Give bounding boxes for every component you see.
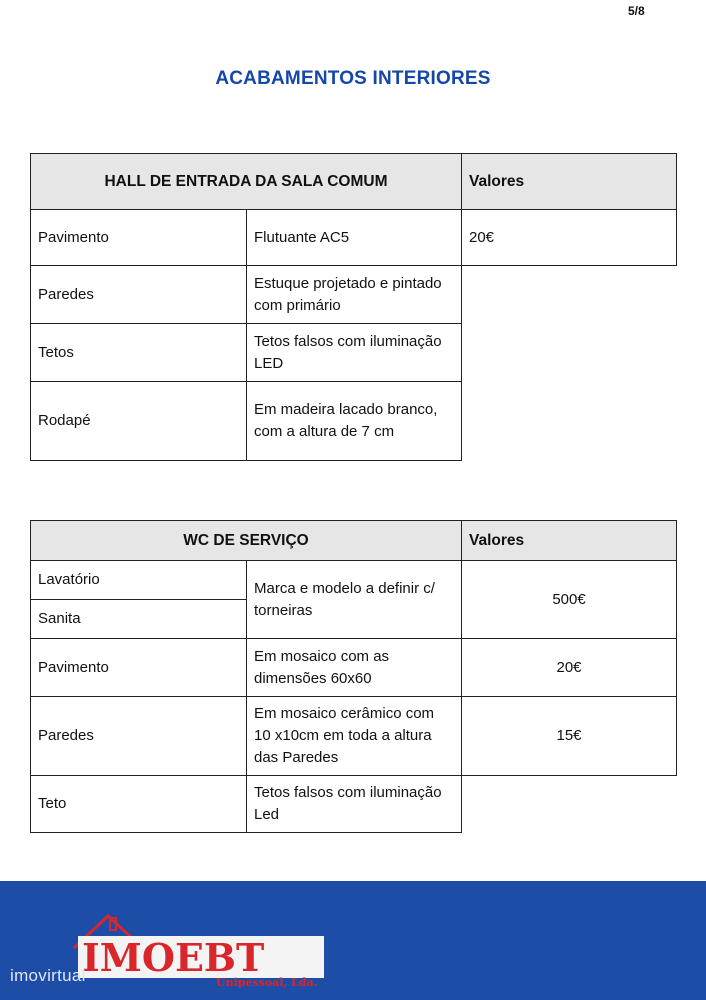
page-title: ACABAMENTOS INTERIORES: [215, 68, 491, 89]
imovirtual-watermark: imovirtual: [10, 966, 86, 985]
row-desc: Tetos falsos com iluminação Led: [246, 775, 462, 833]
row-item: Tetos: [30, 323, 247, 382]
row-item: Pavimento: [30, 638, 247, 697]
row-value: 20€: [461, 209, 677, 266]
row-item: Sanita: [30, 599, 247, 639]
row-item: Lavatório: [30, 560, 247, 600]
logo-subtitle: Unipessoal, Lda.: [216, 976, 318, 988]
values-header: Valores: [461, 153, 677, 210]
logo-text: IMOEBT: [82, 935, 265, 980]
row-desc: Em mosaico cerâmico com 10 x10cm em toda a altura das Paredes: [246, 696, 462, 776]
table-header: HALL DE ENTRADA DA SALA COMUM: [30, 153, 462, 210]
row-desc: Em madeira lacado branco, com a altura de 7 cm: [246, 381, 462, 461]
row-item: Paredes: [30, 265, 247, 324]
merged-value: 500€: [461, 560, 677, 639]
row-desc: Tetos falsos com iluminação LED: [246, 323, 462, 382]
row-desc: Estuque projetado e pintado com primário: [246, 265, 462, 324]
row-desc: Flutuante AC5: [246, 209, 462, 266]
page-number: 5/8: [628, 4, 645, 18]
values-header: Valores: [461, 520, 677, 561]
table-header: WC DE SERVIÇO: [30, 520, 462, 561]
row-item: Pavimento: [30, 209, 247, 266]
row-item: Teto: [30, 775, 247, 833]
row-value: 20€: [461, 638, 677, 697]
row-item: Paredes: [30, 696, 247, 776]
row-value: 15€: [461, 696, 677, 776]
row-item: Rodapé: [30, 381, 247, 461]
logo-graphic: [70, 908, 330, 988]
row-desc: Em mosaico com as dimensões 60x60: [246, 638, 462, 697]
merged-desc: Marca e modelo a definir c/ torneiras: [246, 560, 462, 639]
company-logo: [70, 908, 330, 988]
